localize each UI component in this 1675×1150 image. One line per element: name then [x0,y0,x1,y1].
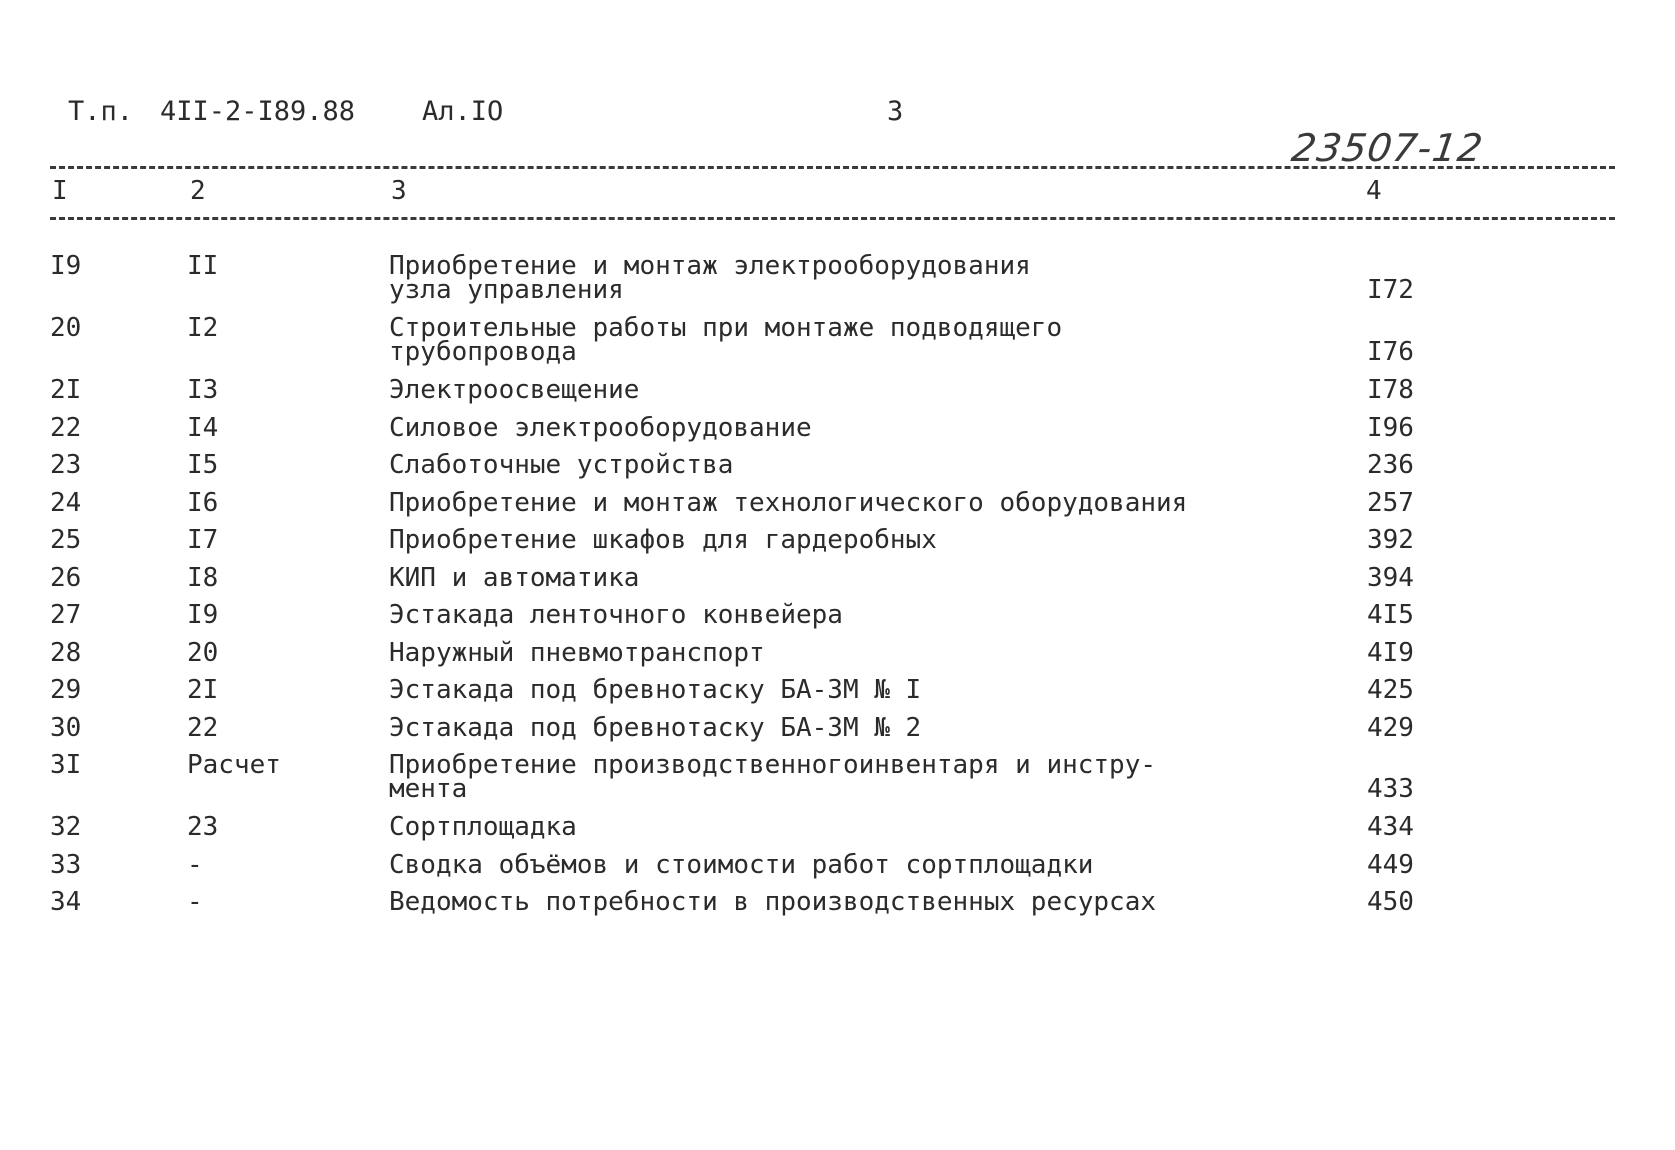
row-number: 20 [50,313,82,343]
section-number: Расчет [187,750,281,780]
section-number: I9 [187,600,219,630]
column-header-3: 3 [391,176,407,206]
handwritten-number: 23507-12 [1288,126,1487,170]
row-title-line: КИП и автоматика [389,562,640,593]
row-page: 394 [1367,562,1414,593]
row-number: 33 [50,849,82,880]
row-page: 257 [1367,487,1414,518]
row-number: 32 [50,812,82,842]
row-title-line: Приобретение и монтаж технологического оборудования [389,487,1188,518]
row-title-line: узла управления [389,275,624,305]
column-header-4: 4 [1366,176,1382,206]
row-page: 429 [1367,712,1414,743]
row-title-line: Эстакада под бревнотаску БА-3М № 2 [389,712,922,743]
row-title-line: Приобретение и монтаж электрооборудования [389,251,1031,281]
section-number: - [187,849,203,880]
row-title-line: Электроосвещение [389,375,640,405]
row-title-line: Сортплощадка [389,812,577,842]
row-number: 22 [50,412,82,443]
section-number: 2I [187,675,219,705]
row-page: 4I9 [1367,637,1414,668]
row-page: 425 [1367,675,1414,705]
row-page: 450 [1367,887,1414,917]
row-number: 26 [50,562,82,593]
section-number: I5 [187,450,219,480]
section-number: I3 [187,375,219,405]
row-title-line: Силовое электрооборудование [389,412,812,443]
top-rule [50,166,1615,169]
header-label: Т.п. [68,96,134,127]
row-number: 25 [50,525,82,555]
row-page: I72 [1367,275,1414,305]
row-page: I78 [1367,375,1414,405]
row-number: 29 [50,675,82,705]
section-number: I8 [187,562,219,593]
row-title-line: трубопровода [389,337,577,367]
row-title-line: Ведомость потребности в производственных ресурсах [389,887,1157,917]
column-header-2: 2 [190,176,206,206]
row-number: 30 [50,712,82,743]
header-bottom-rule [50,217,1615,220]
header-project-code: 4II-2-I89.88 [160,96,356,127]
section-number: I4 [187,412,219,443]
section-number: I2 [187,313,219,343]
row-title-line: Приобретение производственногоинвентаря и инстру- [389,750,1157,780]
section-number: 22 [187,712,219,743]
row-page: 434 [1367,812,1414,842]
section-number: I6 [187,487,219,518]
row-title-line: Слаботочные устройства [389,450,734,480]
row-title-line: Строительные работы при монтаже подводящего [389,313,1063,343]
row-title-line: Эстакада ленточного конвейера [389,600,843,630]
section-number: II [187,251,219,281]
section-number: 20 [187,637,219,668]
row-page: 236 [1367,450,1414,480]
row-title-line: Приобретение шкафов для гардеробных [389,525,937,555]
row-title-line: мента [389,774,468,804]
row-number: 24 [50,487,82,518]
column-header-1: I [52,176,68,206]
header-album: Ал.IO [422,96,504,127]
row-number: 27 [50,600,82,630]
row-number: 28 [50,637,82,668]
section-number: I7 [187,525,219,555]
row-page: 392 [1367,525,1414,555]
row-page: I96 [1367,412,1414,443]
row-title-line: Сводка объёмов и стоимости работ сортплощадки [389,849,1094,880]
row-page: I76 [1367,337,1414,367]
row-number: 34 [50,887,82,917]
section-number: - [187,887,203,917]
row-title-line: Эстакада под бревнотаску БА-3М № I [389,675,922,705]
row-number: 2I [50,375,82,405]
row-number: I9 [50,251,82,281]
row-number: 3I [50,750,82,780]
header-page-number: 3 [887,96,904,127]
row-page: 4I5 [1367,600,1414,630]
row-page: 449 [1367,849,1414,880]
row-title-line: Наружный пневмотранспорт [389,637,765,668]
section-number: 23 [187,812,219,842]
row-number: 23 [50,450,82,480]
row-page: 433 [1367,774,1414,804]
